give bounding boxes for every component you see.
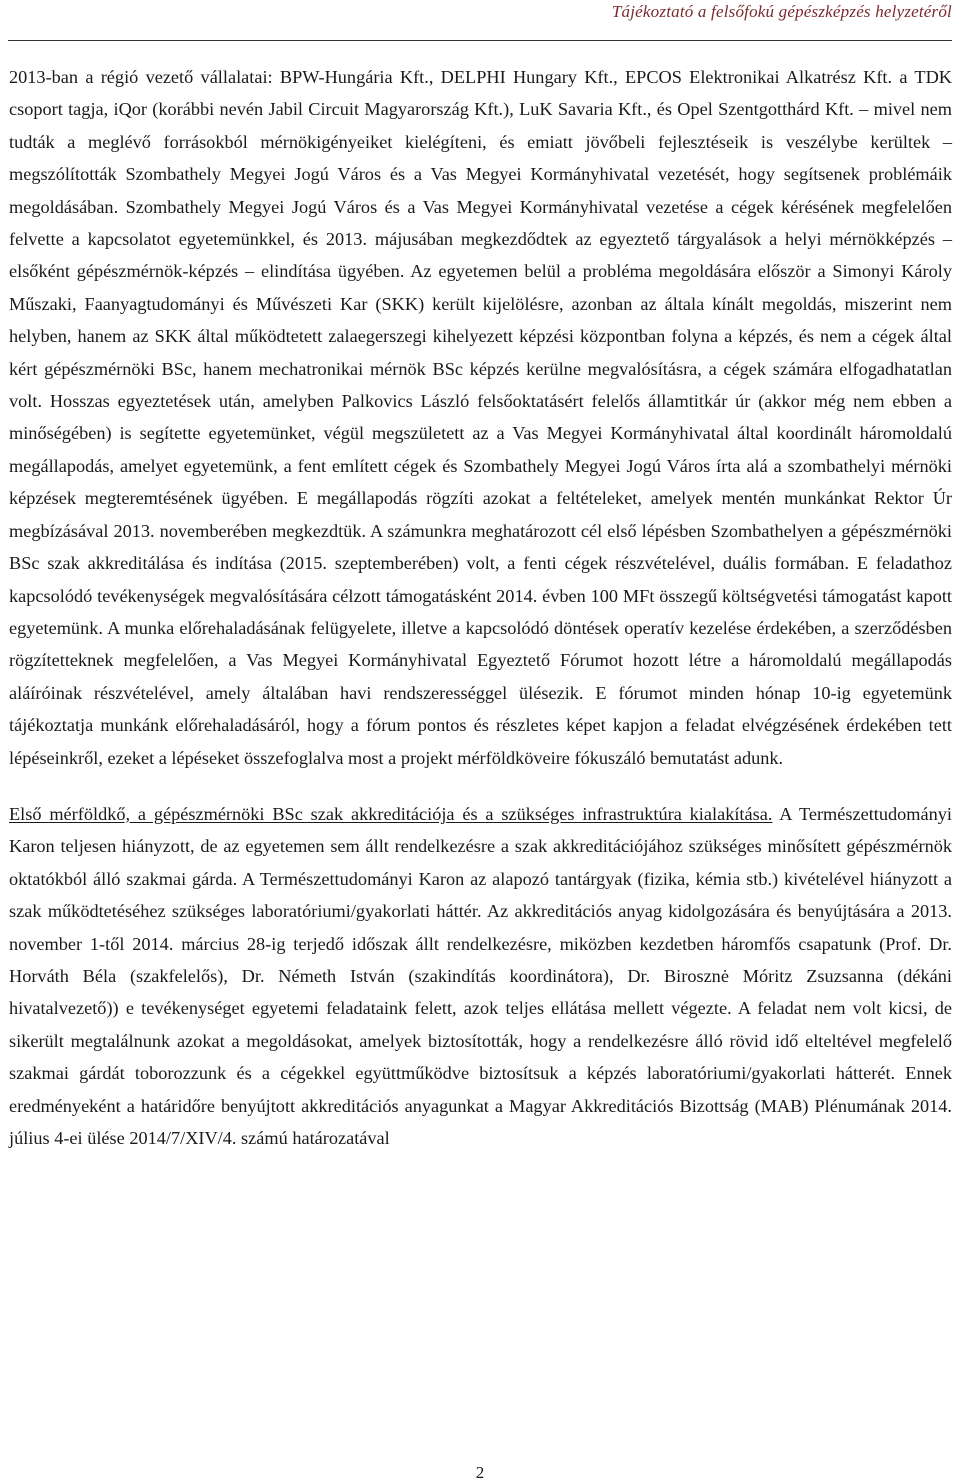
milestone-body: A Természettudományi Karon teljesen hiányzott, de az egyetemen sem állt rendelkezésre a szak akkreditációjához szükséges minősített gépészmérnök oktatókból álló szakmai gárda. A Természettudományi Karon az alapozó tantárgyak (fizika, kémia stb.) kivételével hiányzott a szak működtetéséhez szükséges laboratóriumi/gyakorlati háttér. Az akkreditációs anyag kidolgozására és benyújtására a 2013. november 1-től 2014. március 28-ig terjedő időszak állt rendelkezésre, miközben kezdetben háromfős csapatunk (Prof. Dr. Horváth Béla (szakfelelős), Dr. Németh István (szakindítás koordinátora), Dr. Birosznė Móritz Zsuzsanna (dékáni hivatalvezető)) e tevékenységet egyetemi feladataink felett, azok teljes ellátása mellett végezte. A feladat nem volt kicsi, de sikerült megtalálnunk azokat a megoldásokat, amelyek biztosították, hogy a rendelkezésre álló rövid idő elteltével megfelelő szakmai gárdát toborozzunk és a cégekkel együttműködve biztosítsuk a képzés laboratóriumi/gyakorlati hátterét. Ennek eredményeként a határidőre benyújtott akkreditációs anyagunkat a Magyar Akkreditációs Bizottság (MAB) Plénumának 2014. július 4-ei ülése 2014/7/XIV/4. számú határozatával — [9, 803, 952, 1148]
document-body — [9, 61, 952, 1154]
milestone-heading: Első mérföldkő, a gépészmérnöki BSc szak akkreditációja és a szükséges infrastruktúra kialakítása. — [9, 803, 773, 824]
running-header-title: Tájékoztató a felsőfokú gépészképzés helyzetéről — [611, 2, 952, 21]
page-number: 2 — [475, 1463, 485, 1482]
paragraph-background: 2013-ban a régió vezető vállalatai: BPW-Hungária Kft., DELPHI Hungary Kft., EPCOS Elektronikai Alkatrész Kft. a TDK csoport tagja, iQor (korábbi nevén Jabil Circuit Magyarország Kft.), LuK Savaria Kft., és Opel Szentgotthárd Kft. – mivel nem tudták a meglévő forrásokból mérnökigényeiket kielégíteni, és emiatt jövőbeli fejlesztéseik is veszélybe kerültek – megszólították Szombathely Megyei Jogú Város és a Vas Megyei Kormányhivatal vezetését, hogy segítsenek problémáik megoldásában. Szombathely Megyei Jogú Város és a Vas Megyei Kormányhivatal vezetése a cégek kérésének megfelelően felvette a kapcsolatot egyetemünkkel, és 2013. májusában megkezdődtek az egyeztető tárgyalások a helyi mérnökképzés – elsőként gépészmérnök-képzés – elindítása ügyében. Az egyetemen belül a probléma megoldására először a Simonyi Károly Műszaki, Faanyagtudományi és Művészeti Kar (SKK) került kijelölésre, azonban az általa kínált megoldás, miszerint nem helyben, hanem az SKK által működtetett zalaegerszegi kihelyezett képzési központban folyna a képzés, és nem a cégek által kért gépészmérnöki BSc, hanem mechatronikai mérnök BSc képzés kerülne megvalósításra, a cégek számára elfogadhatatlan volt. Hosszas egyeztetések után, amelyben Palkovics László felsőoktatásért felelős államtitkár úr (akkor még nem ebben a minőségében) is segítette egyetemünket, végül megszületett az a Vas Megyei Kormányhivatal által koordinált háromoldalú megállapodás, amelyet egyetemünk, a fent említett cégek és Szombathely Megyei Jogú Város írta alá a szombathelyi mérnöki képzések megteremtésének ügyében. E megállapodás rögzíti azokat a feltételeket, amelyek mentén munkánkat Rektor Úr megbízásával 2013. novemberében megkezdtük. A számunkra meghatározott cél első lépésben Szombathelyen a gépészmérnöki BSc szak akkreditálása és indítása (2015. szeptemberében) volt, a fenti cégek részvételével, duális formában. E feladathoz kapcsolódó tevékenységek megvalósítására célzott támogatásként 2014. évben 100 MFt összegű költségvetési támogatást kapott egyetemünk. A munka előrehaladásának felügyelete, illetve a kapcsolódó döntések operatív kezelése érdekében, a szerződésben rögzítetteknek megfelelően, a Vas Megyei Kormányhivatal Egyeztető Fórumot hozott létre a háromoldalú megállapodás aláíróinak részvételével, amely általában havi rendszerességgel ülésezik. E fórumot minden hónap 10-ig egyetemünk tájékoztatja munkánk előrehaladásáról, hogy a fórum pontos és részletes képet kapjon a feladat elvégzésének érdekében tett lépéseinkről, ezeket a lépéseket összefoglalva most a projekt mérföldköveire fókuszáló bemutatást adunk. — [9, 67, 952, 768]
paragraph-first-milestone — [9, 798, 952, 1154]
header-divider — [8, 40, 952, 41]
